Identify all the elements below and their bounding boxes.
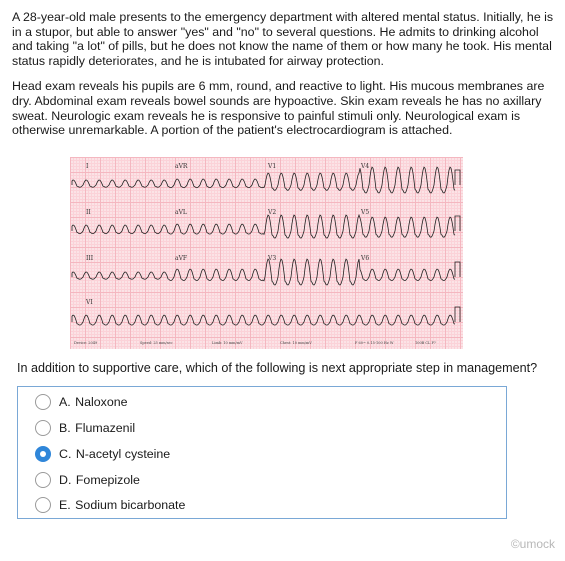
stem-paragraph-1: A 28-year-old male presents to the emergency department with altered mental status. Initially, he is in a stupor, but able to answer "yes" and "no" to several questions. He admits to drinking alcohol and taking "a lot" of pills, but he does not know the name of them or how many he took. His mental status rapidly deteriorates, and he is intubated for airway protection. [12, 10, 554, 68]
ecg-footer-device: Device: 2049 [74, 341, 98, 345]
lead-label-i: I [86, 163, 89, 170]
answer-choices [17, 386, 507, 519]
option-e-text: Sodium bicarbonate [75, 498, 186, 512]
lead-label-v1: V1 [268, 163, 277, 170]
ecg-trace-row-2 [72, 215, 455, 238]
option-d-radio[interactable] [35, 472, 51, 488]
lead-label-iii: III [86, 255, 94, 262]
option-d[interactable] [35, 469, 140, 491]
option-e[interactable] [35, 494, 185, 516]
option-e-letter: E. [59, 498, 71, 512]
lead-label-v6: V6 [361, 255, 370, 262]
umock-watermark: ©umock [510, 537, 555, 551]
lead-label-v3: V3 [268, 255, 277, 262]
option-b-radio[interactable] [35, 420, 51, 436]
option-d-letter: D. [59, 473, 72, 487]
option-a-letter: A. [59, 395, 71, 409]
option-c-radio[interactable] [35, 446, 51, 462]
option-a-radio[interactable] [35, 394, 51, 410]
lead-label-v5: V5 [361, 209, 370, 216]
ecg-trace-row-4 [72, 315, 455, 325]
option-b-letter: B. [59, 421, 71, 435]
option-c[interactable] [35, 443, 170, 465]
stem-paragraph-2: Head exam reveals his pupils are 6 mm, round, and reactive to light. His mucous membranes are dry. Abdominal exam reveals bowel sounds are hypoactive. Skin exam reveals he has no axillary sweat. Neurologic exam reveals he is responsive to painful stimuli only. Neurological exam is otherwise unremarkable. A portion of the patient's electrocardiogram is attached. [12, 79, 545, 138]
ecg-footer-extra: 100B CL P? [415, 341, 436, 345]
lead-label-avr: aVR [175, 163, 188, 170]
option-c-text: N-acetyl cysteine [75, 447, 171, 461]
lead-label-v2: V2 [268, 209, 277, 216]
ecg-image [70, 157, 463, 349]
ecg-calibration-pulse [455, 262, 460, 277]
lead-label-rhythm: VI [86, 299, 93, 306]
ecg-footer-speed: Speed: 25 mm/sec [140, 341, 173, 345]
option-b[interactable] [35, 417, 135, 439]
ecg-footer-limb: Limb: 10 mm/mV [212, 341, 243, 345]
ecg-calibration-pulse [455, 216, 460, 231]
ecg-trace-row-3 [72, 259, 455, 285]
ecg-footer-filter: F 60~ 0.15-100 Hz W [355, 341, 394, 345]
ecg-calibration-pulse [455, 307, 460, 322]
lead-label-ii: II [86, 209, 91, 216]
option-a-text: Naloxone [75, 395, 128, 409]
option-e-radio[interactable] [35, 497, 51, 513]
ecg-calibration-pulse [455, 170, 460, 185]
lead-label-avl: aVL [175, 209, 187, 216]
lead-label-v4: V4 [361, 163, 370, 170]
question-prompt: In addition to supportive care, which of the following is next appropriate step in management? [17, 361, 538, 375]
lead-label-avf: aVF [175, 255, 188, 262]
option-a[interactable] [35, 391, 128, 413]
ecg-trace-row-1 [72, 167, 455, 193]
option-c-letter: C. [59, 447, 72, 461]
question-stem [12, 10, 554, 149]
ecg-tracings [70, 157, 463, 349]
option-d-text: Fomepizole [75, 473, 140, 487]
option-b-text: Flumazenil [75, 421, 136, 435]
ecg-footer-chest: Chest: 10 mm/mV [280, 341, 312, 345]
